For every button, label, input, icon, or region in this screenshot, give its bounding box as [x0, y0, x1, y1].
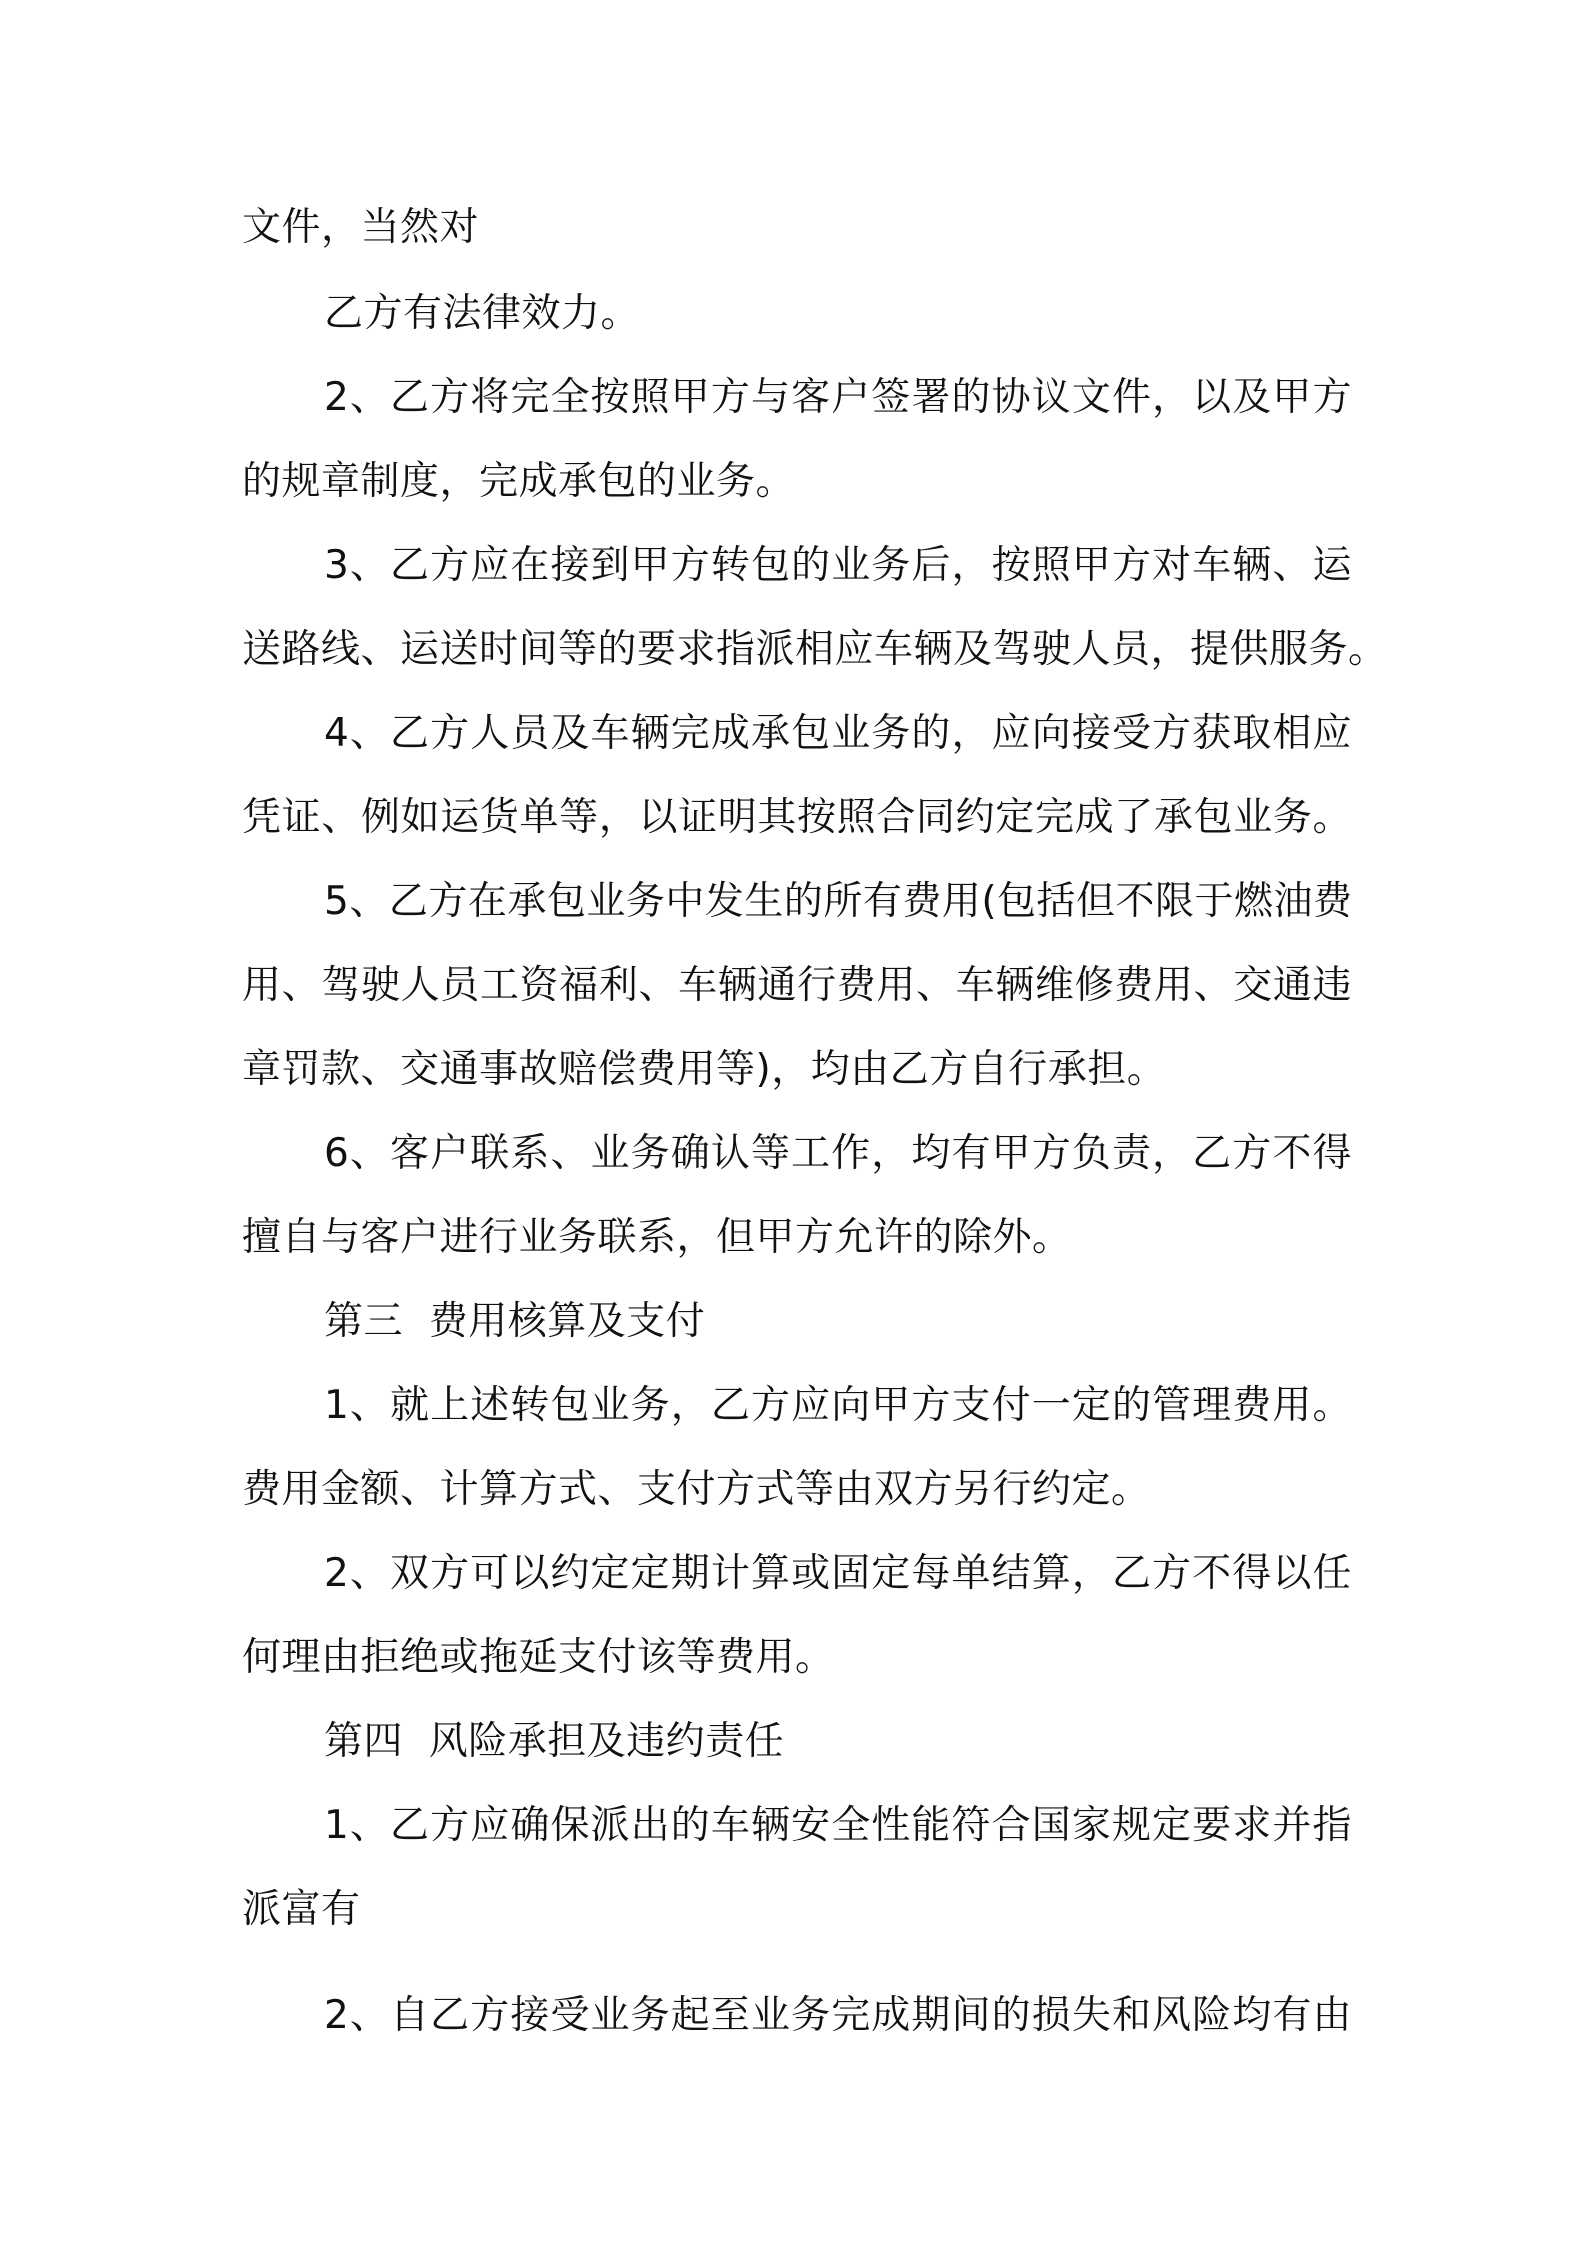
text-line-16: 费用金额、计算方式、支付方式等由双方另行约定。 [242, 1467, 1151, 1512]
text-line-12: 6、客户联系、业务确认等工作，均有甲方负责，乙方不得 [324, 1131, 1352, 1176]
text-line-5: 3、乙方应在接到甲方转包的业务后，按照甲方对车辆、运 [324, 543, 1352, 588]
text-line-8: 凭证、例如运货单等，以证明其按照合同约定完成了承包业务。 [242, 795, 1352, 840]
text-line-11: 章罚款、交通事故赔偿费用等)，均由乙方自行承担。 [242, 1047, 1167, 1092]
text-line-2: 乙方有法律效力。 [324, 291, 641, 336]
text-line-18: 何理由拒绝或拖延支付该等费用。 [242, 1635, 835, 1680]
text-line-7: 4、乙方人员及车辆完成承包业务的，应向接受方获取相应 [324, 711, 1352, 756]
text-line-3: 2、乙方将完全按照甲方与客户签署的协议文件，以及甲方 [324, 375, 1352, 420]
text-line-15: 1、就上述转包业务，乙方应向甲方支付一定的管理费用。 [324, 1383, 1352, 1428]
text-line-13: 擅自与客户进行业务联系，但甲方允许的除外。 [242, 1215, 1072, 1260]
section-heading-4: 第四 风险承担及违约责任 [324, 1719, 785, 1764]
text-line-4: 的规章制度，完成承包的业务。 [242, 459, 796, 504]
text-line-10: 用、驾驶人员工资福利、车辆通行费用、车辆维修费用、交通违 [242, 963, 1352, 1008]
text-line-1: 文件，当然对 [242, 205, 480, 250]
text-line-17: 2、双方可以约定定期计算或固定每单结算，乙方不得以任 [324, 1551, 1352, 1596]
text-line-6: 送路线、运送时间等的要求指派相应车辆及驾驶人员，提供服务。 [242, 627, 1388, 672]
text-line-21: 派富有 [242, 1887, 361, 1932]
section-heading-3: 第三 费用核算及支付 [324, 1299, 706, 1344]
text-line-9: 5、乙方在承包业务中发生的所有费用(包括但不限于燃油费 [324, 879, 1353, 924]
text-line-22: 2、自乙方接受业务起至业务完成期间的损失和风险均有由 [324, 1993, 1352, 2038]
text-line-20: 1、乙方应确保派出的车辆安全性能符合国家规定要求并指 [324, 1803, 1352, 1848]
